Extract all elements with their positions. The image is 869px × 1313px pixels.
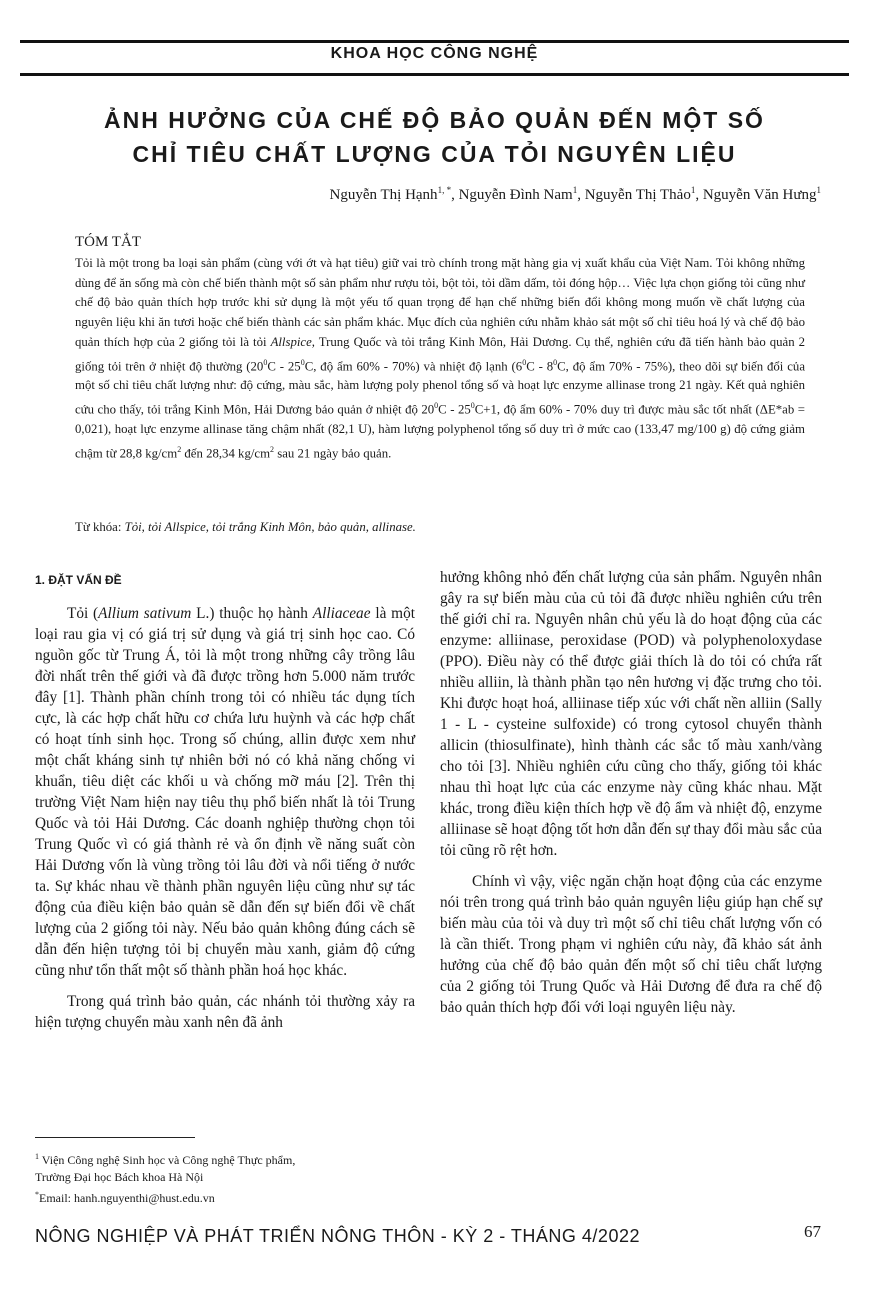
- author-3-affil: 1: [690, 185, 696, 195]
- right-column: [440, 567, 822, 1028]
- paragraph-text: L.) thuộc họ hành: [191, 605, 313, 622]
- abstract-body: [75, 254, 805, 464]
- abstract-text: C - 8: [526, 358, 554, 373]
- abstract-text: C - 25: [267, 358, 301, 373]
- abstract-text: đến 28,34 kg/cm: [181, 446, 271, 461]
- section-header-bar: [20, 40, 849, 76]
- footnote-affiliation: [35, 1148, 295, 1169]
- footnote-marker: *: [35, 1190, 39, 1199]
- title-line-2: CHỈ TIÊU CHẤT LƯỢNG CỦA TỎI NGUYÊN LIỆU: [132, 141, 737, 167]
- abstract-text: C, độ ẩm 60% - 70%) và nhiệt độ lạnh (6: [304, 358, 523, 373]
- species-name: Allium sativum: [98, 605, 192, 622]
- section-heading-introduction: 1. ĐẶT VẤN ĐỀ: [35, 573, 122, 587]
- footnote-email: [35, 1186, 295, 1207]
- author-list: [330, 185, 821, 204]
- paragraph: hưởng không nhỏ đến chất lượng của sản phẩm. Nguyên nhân gây ra sự biến màu của củ tỏi đã được nhiều nghiên cứu trên thế giới chỉ ra. Nguyên nhân chủ yếu là do hoạt động của các enzyme: alliinase, peroxidase (POD) và polyphenoloxydase (PPO). Điều này có thể được giải thích là do tỏi có chứa rất nhiều alliin, là thành phần tạo nên hương vị đặc trưng cho tỏi. Khi được hoạt hoá, alliinase tiếp xúc với chất nền alliin (Sally 1 - L - cysteine sulfoxide) có trong cytosol chuyển thành allicin (thiosulfinate), hình thành các sắc tố màu xanh/vàng cho tỏi [3]. Nhiều nghiên cứu cũng cho thấy, giống tỏi khác nhau thì hoạt lực của các enzyme này cũng khác nhau. Mặt khác, trong điều kiện thích hợp về độ ẩm và nhiệt độ, enzyme alliinase sẽ hoạt động tốt hơn dẫn đến sự thay đổi màu sắc của tỏi cũng rõ rệt hơn.: [440, 569, 822, 859]
- paragraph: Chính vì vậy, việc ngăn chặn hoạt động của các enzyme nói trên trong quá trình bảo quản nguyên liệu giúp hạn chế sự biến màu của tỏi và duy trì một số chỉ tiêu chất lượng vốn có là cần thiết. Trong phạm vi nghiên cứu này, đã khảo sát ảnh hưởng của chế độ bảo quản đến một số chỉ tiêu chất lượng của 2 giống tỏi Trung Quốc và Hải Dương để đưa ra chế độ bảo quản thích hợp đối với loại nguyên liệu này.: [440, 873, 822, 1016]
- footnote-text: Viện Công nghệ Sinh học và Công nghệ Thực phẩm,: [39, 1153, 296, 1167]
- footnote-divider: [35, 1137, 195, 1138]
- degree-mark: 0: [553, 357, 558, 367]
- footnote-marker: 1: [35, 1152, 39, 1161]
- degree-mark: 0: [434, 401, 439, 411]
- author-2: , Nguyễn Đình Nam: [451, 187, 573, 203]
- keywords-text: Tỏi, tỏi Allspice, tỏi trắng Kinh Môn, bảo quản, allinase.: [121, 520, 416, 534]
- paragraph: Trong quá trình bảo quản, các nhánh tỏi thường xảy ra hiện tượng chuyển màu xanh nên đã ảnh: [35, 993, 415, 1031]
- degree-mark: 0: [470, 401, 475, 411]
- footnotes: [35, 1148, 295, 1207]
- author-4: , Nguyễn Văn Hưng: [695, 187, 817, 203]
- footnote-text: Email: hanh.nguyenthi@hust.edu.vn: [39, 1191, 215, 1205]
- page-number: 67: [804, 1222, 821, 1241]
- abstract-text: Trung Quốc và tỏi trắng Kinh Môn, Hải Dương. Cụ thể, nghiên cứu đã tiến hành bảo quản 2 giống tỏi trên ở nhiệt độ thường (20: [75, 334, 805, 373]
- degree-mark: 0: [522, 357, 527, 367]
- abstract-text: C, độ ẩm 70% - 75%), theo dõi sự biến đổi của một số chỉ tiêu chất lượng như: độ cứng, màu sắc, hàm lượng poly phenol tổng số và hoạt lực enzyme allinase trong 21 ngày. Kết quả nghiên cứu cho thấy, tỏi trắng Kinh Môn, Hải Dương bảo quản ở nhiệt độ 20: [75, 358, 805, 417]
- abstract-text: C - 25: [438, 402, 471, 417]
- superscript-2: 2: [270, 444, 275, 454]
- paragraph-text: Tỏi (: [67, 605, 99, 622]
- keywords-label: Từ khóa:: [75, 520, 122, 534]
- superscript-2: 2: [177, 444, 182, 454]
- abstract-text: Tỏi là một trong ba loại sản phẩm (cùng với ớt và hạt tiêu) giữ vai trò chính trong mặt hàng gia vị xuất khẩu của Việt Nam. Tỏi không những dùng để ăn sống mà còn chế biến thành một số sản phẩm như rượu tỏi, bột tỏi, tỏi dầm dấm, tỏi đóng hộp… Việc lựa chọn giống tỏi cũng như chế độ bảo quản thích hợp trước khi sử dụng là một yếu tố quan trọng để hạn chế những biến đổi không mong muốn về chất lượng của nguyên liệu khi ăn tươi hoặc chế biến thành các sản phẩm khác. Mục đích của nghiên cứu nhằm khảo sát một số chỉ tiêu hoá lý và chế độ bảo quản thích hợp của 2 giống tỏi là tỏi: [75, 256, 805, 349]
- abstract-text: sau 21 ngày bảo quản.: [274, 446, 392, 461]
- abstract-heading: TÓM TẮT: [75, 234, 141, 250]
- family-name: Alliaceae: [312, 605, 371, 622]
- section-label: KHOA HỌC CÔNG NGHỆ: [330, 45, 539, 62]
- author-4-affil: 1: [816, 185, 821, 195]
- left-column: [35, 570, 415, 1043]
- abstract-text: C+1, độ ẩm 60% - 70% duy trì được màu sắc tốt nhất (ΔE*ab = 0,021), hoạt lực enzyme allinase tăng chậm nhất (82,1 U), hàm lượng polyphenol tổng số duy trì ở mức cao (133,47 mg/100 g) độ cứng giảm chậm từ 28,8 kg/cm: [75, 402, 805, 461]
- author-1: Nguyễn Thị Hạnh: [329, 187, 438, 203]
- keywords: [75, 520, 805, 535]
- author-3: , Nguyễn Thị Thảo: [577, 187, 691, 203]
- paragraph-text: là một loại rau gia vị có giá trị sử dụng và giá trị sinh học cao. Có nguồn gốc từ Trung Á, tỏi là một trong những cây trồng lâu đời nhất trên thế giới và đã được trồng hơn 5.000 năm trước đây [1]. Thành phần chính trong tỏi có nhiều tác dụng tích cực, là các hợp chất hữu cơ chứa lưu huỳnh và các hợp chất có hoạt tính sinh học. Trong số chúng, allin được xem như một chất kháng sinh tự nhiên bởi nó có khả năng chống vi khuẩn, tiêu diệt các khối u và chống mỡ máu [2]. Trên thị trường Việt Nam hiện nay tiêu thụ phổ biến nhất là tỏi Trung Quốc và tỏi Hải Dương. Các doanh nghiệp thường chọn tỏi Trung Quốc vì có giá thành rẻ và ổn định về năng suất còn Hải Dương vốn là vùng trồng tỏi lâu đời và nổi tiếng ở nước ta. Sự khác nhau về thành phần nguyên liệu cũng như sự tác động của điều kiện bảo quản sẽ dẫn đến sự biến đổi về chất lượng của 2 giống tỏi này. Nếu bảo quản không đúng cách sẽ dẫn đến hiện tượng tỏi bị chuyển màu xanh, giảm độ cứng cũng như tổn thất một số thành phần hoá học khác.: [35, 605, 415, 979]
- title-line-1: ẢNH HƯỞNG CỦA CHẾ ĐỘ BẢO QUẢN ĐẾN MỘT SỐ: [104, 107, 765, 133]
- degree-mark: 0: [263, 357, 268, 367]
- abstract-italic-allspice: Allspice,: [270, 334, 315, 349]
- degree-mark: 0: [300, 357, 305, 367]
- footnote-university: Trường Đại học Bách khoa Hà Nội: [35, 1170, 204, 1184]
- journal-footer: NÔNG NGHIỆP VÀ PHÁT TRIỂN NÔNG THÔN - KỲ 2 - THÁNG 4/2022: [35, 1226, 640, 1246]
- author-1-affil: 1, *: [437, 185, 452, 195]
- paragraph: [35, 603, 415, 981]
- author-2-affil: 1: [572, 185, 578, 195]
